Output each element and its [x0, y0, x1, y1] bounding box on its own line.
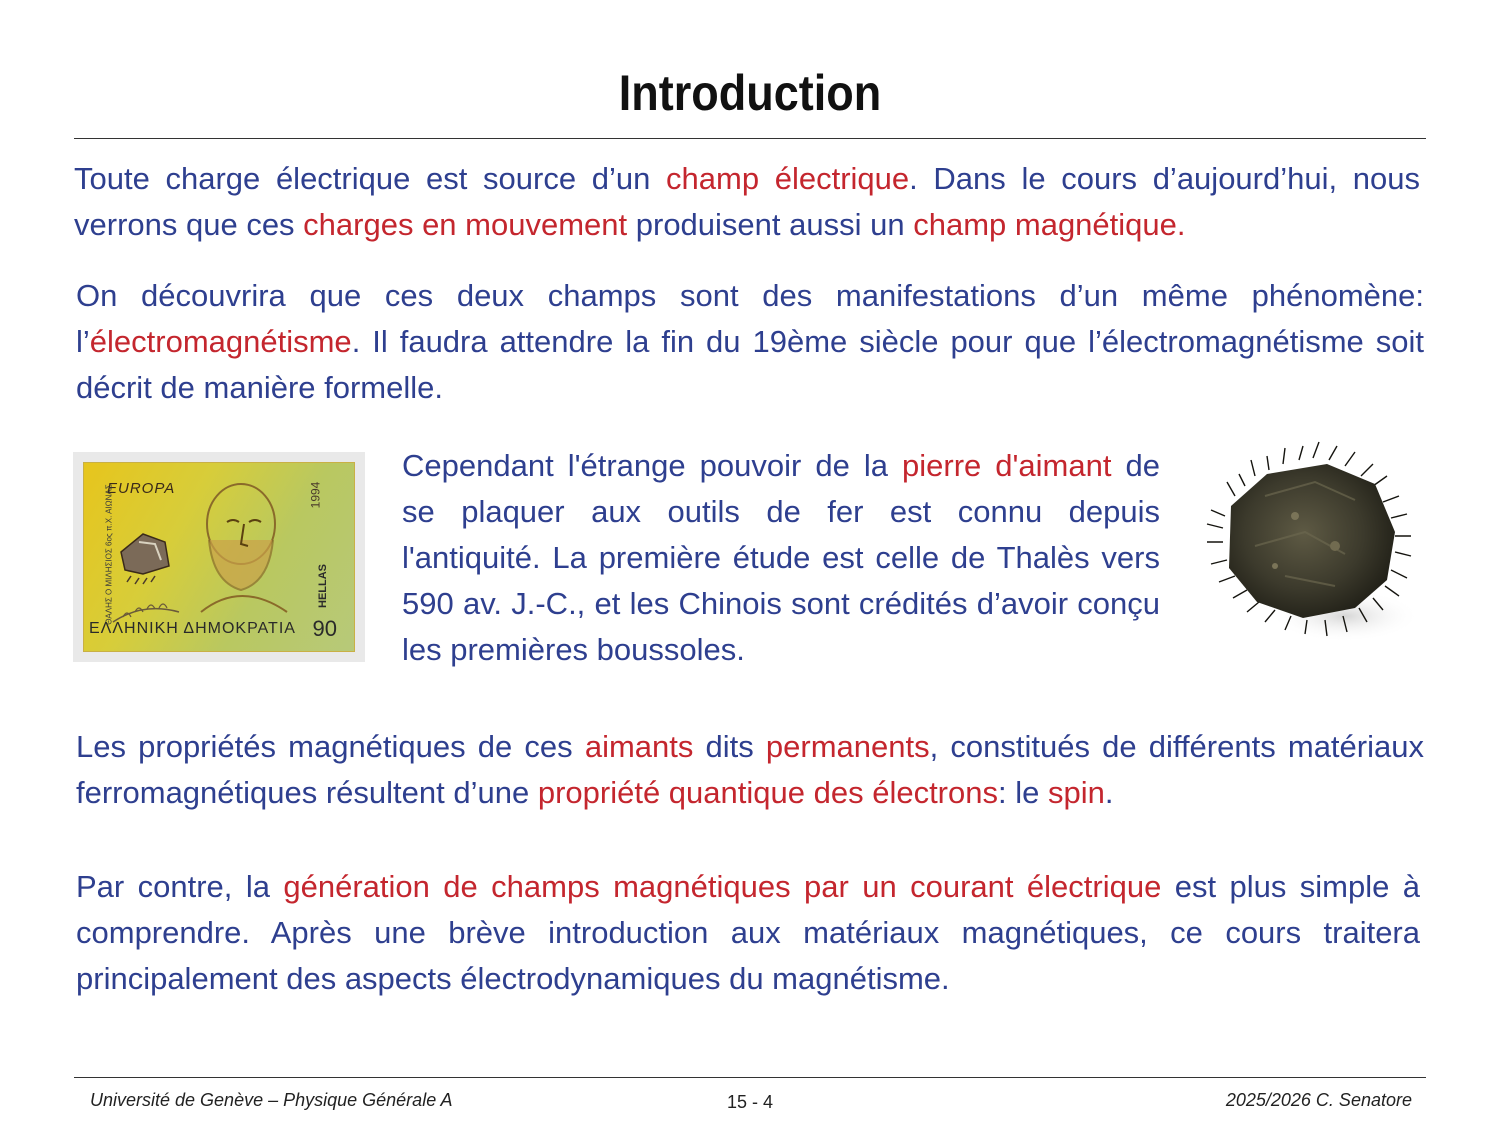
stamp-hellas-label: HELLAS	[317, 564, 329, 608]
footer-institution: Université de Genève – Physique Générale A	[90, 1090, 453, 1110]
stamp-side-text: ΘΑΛΗΣ Ο ΜΙΛΗΣΙΟΣ 6ος π.Χ. ΑΙΩΝΑΣ	[104, 484, 114, 625]
paragraph-lodestone: Cependant l'étrange pouvoir de la pierre d'aimant de se plaquer aux outils de fer est connu depuis l'antiquité. La première étude est celle de Thalès vers 590 av. J.-C., et les Chinois sont crédités d’avoir conçu les premières boussoles.	[402, 448, 1160, 667]
paragraph-permanent-magnets: Les propriétés magnétiques de ces aimants dits permanents, constitués de différents matériaux ferromagnétiques résultent d’une propriété quantique des électrons: le spin.	[76, 729, 1424, 810]
footer-divider	[74, 1077, 1426, 1078]
slide-title: Introduction	[618, 65, 882, 121]
lodestone-image	[1195, 436, 1425, 656]
stamp-year: 1994	[308, 481, 323, 509]
paragraph-current-generation: Par contre, la génération de champs magnétiques par un courant électrique est plus simple à comprendre. Après une brève introduction aux matériaux magnétiques, ce cours traitera principalement des aspects électrodynamiques du magnétisme.	[76, 869, 1421, 996]
footer-author-year: 2025/2026 C. Senatore	[1225, 1090, 1412, 1110]
paragraph-intro: Toute charge électrique est source d’un champ électrique. Dans le cours d’aujourd’hui, nous verrons que ces charges en mouvement produisent aussi un champ magnétique.	[74, 161, 1420, 242]
stamp-country-label: ΕΛΛΗΝΙΚΗ ΔΗΜΟΚΡΑΤΙΑ	[89, 620, 296, 637]
stamp-europa-label: EUROPA	[107, 480, 176, 497]
footer-page-number: 15 - 4	[726, 1092, 774, 1112]
paragraph-electromagnetism: On découvrira que ces deux champs sont des manifestations d’un même phénomène: l’électromagnétisme. Il faudra attendre la fin du 19ème siècle pour que l’électromagnétisme soit décrit de manière formelle.	[76, 278, 1424, 405]
title-divider	[74, 138, 1426, 139]
thales-stamp-image	[73, 452, 365, 662]
stamp-value: 90	[312, 616, 337, 641]
